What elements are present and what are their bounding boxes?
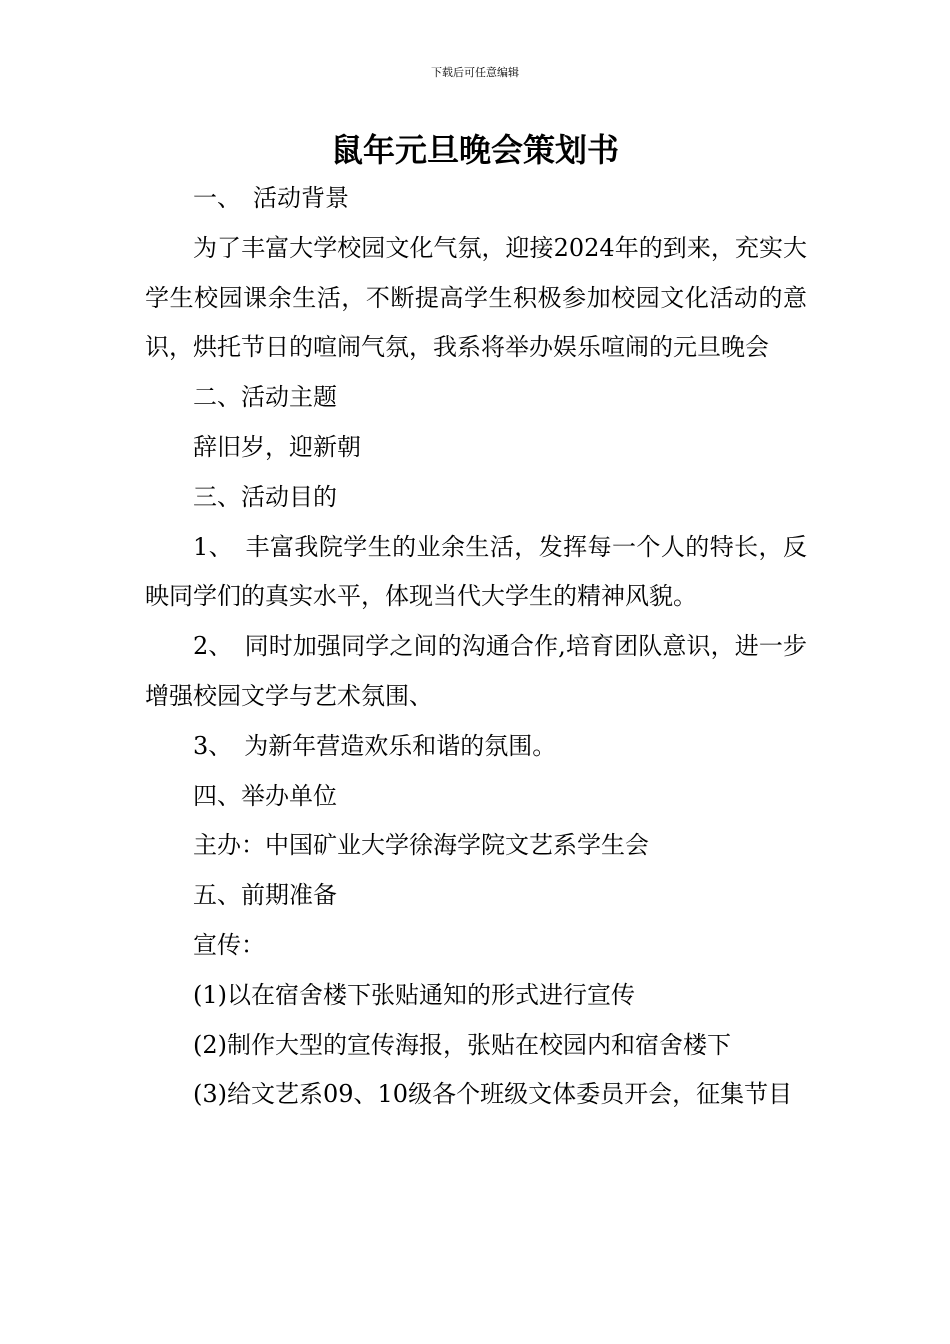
- publicity-item-1: (1)以在宿舍楼下张贴通知的形式进行宣传: [193, 980, 635, 1009]
- purpose-item-3: 3、 为新年营造欢乐和谐的氛围。: [193, 731, 557, 760]
- section-heading-organizer: 四、举办单位: [193, 781, 337, 810]
- document-body: [145, 174, 807, 1120]
- purpose-item-2: 2、 同时加强同学之间的沟通合作,培育团队意识，进一步增强校园文学与艺术氛围、: [145, 632, 807, 710]
- publicity-item-2: (2)制作大型的宣传海报，张贴在校园内和宿舍楼下: [193, 1030, 731, 1059]
- purpose-item-1: 1、 丰富我院学生的业余生活，发挥每一个人的特长，反映同学们的真实水平，体现当代大学生的精神风貌。: [145, 532, 807, 611]
- document-title: 鼠年元旦晚会策划书: [330, 131, 619, 169]
- section-heading-theme: 二、活动主题: [193, 383, 337, 412]
- publicity-item-3: (3)给文艺系09、10级各个班级文体委员开会，征集节目: [193, 1080, 793, 1109]
- page-header-note: 下载后可任意编辑: [431, 66, 519, 79]
- publicity-label: 宣传：: [193, 930, 265, 959]
- background-paragraph: 为了丰富大学校园文化气氛，迎接2024年的到来，充实大学生校园课余生活，不断提高学生积极参加校园文化活动的意识，烘托节日的喧闹气氛，我系将举办娱乐喧闹的元旦晚会: [145, 233, 807, 362]
- theme-paragraph: 辞旧岁，迎新朝: [193, 432, 361, 461]
- section-heading-purpose: 三、活动目的: [193, 482, 337, 511]
- section-heading-preparation: 五、前期准备: [193, 881, 337, 910]
- organizer-paragraph: 主办：中国矿业大学徐海学院文艺系学生会: [193, 831, 649, 860]
- section-heading-background: 一、 活动背景: [193, 184, 349, 212]
